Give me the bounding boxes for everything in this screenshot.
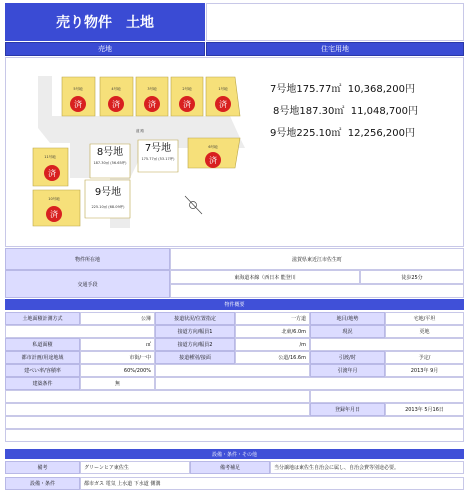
property-category xyxy=(5,42,205,56)
price-row-7 xyxy=(270,80,415,95)
sold-text-lot-4: 済 xyxy=(112,100,120,109)
coverage-value: 60%/200% xyxy=(80,364,155,377)
price-value-7: 10,368,200円 xyxy=(347,84,415,95)
lot-label-2: 2号地 xyxy=(182,87,192,91)
handover-label: 引渡/时 xyxy=(310,351,385,364)
equip-label: 設備・条件 xyxy=(5,477,80,490)
price-row-9 xyxy=(270,124,415,139)
equip-value: 都市ガス 電気 上水道 下水道 側溝 xyxy=(80,477,464,490)
coverage-label: 建ぺい率/容積率 xyxy=(5,364,80,377)
status-value: 更地 xyxy=(385,325,464,338)
land-measure-label: 土地面積計測方式 xyxy=(5,312,80,325)
sold-text-lot-1: 済 xyxy=(219,100,227,109)
sold-text-lot-3: 済 xyxy=(148,100,156,109)
site-map xyxy=(30,68,250,233)
row7-blank xyxy=(5,390,310,403)
page-title-text: 売り物件 土地 xyxy=(56,15,154,31)
land-type-value: 宅地/平坦 xyxy=(385,312,464,325)
sold-text-lot-10: 済 xyxy=(50,210,58,219)
lot-area-8: 187.30㎡ (56.65坪) xyxy=(93,161,127,165)
handover-date-label: 引渡年月 xyxy=(310,364,385,377)
road-status-label: 接道状況/位置指定 xyxy=(155,312,235,325)
use-zone xyxy=(206,42,464,56)
header-blank xyxy=(206,3,464,41)
note-label: 備考 xyxy=(5,461,80,474)
lot-label-11: 11号地 xyxy=(44,155,56,159)
build-cond-label: 建築条件 xyxy=(5,377,80,390)
road-dir1-value: 北東/6.0m xyxy=(235,325,310,338)
sold-text-lot-11: 済 xyxy=(48,169,56,178)
road-status-value: 一方道 xyxy=(235,312,310,325)
lot-label-4: 4号地 xyxy=(111,87,121,91)
lot-big-label-9: 9号地 xyxy=(94,187,122,198)
private-road-value: ㎡ xyxy=(80,338,155,351)
transport-label: 交通手段 xyxy=(5,270,170,298)
price-lot-8: 8号地187.30㎡ xyxy=(273,106,345,117)
sold-text-lot-6: 済 xyxy=(209,156,217,165)
use-zone-text: 住宅用地 xyxy=(321,45,349,53)
land-measure-value: 公簿 xyxy=(80,312,155,325)
status-label: 現況 xyxy=(310,325,385,338)
transport-line: 東海道本線（西日本 能登川 xyxy=(170,270,360,284)
transport-walk: 徒歩25分 xyxy=(360,270,464,284)
transport-blank xyxy=(170,284,464,298)
road-dir1-label: 接道方向/幅員1 xyxy=(155,325,235,338)
row8-blank xyxy=(5,403,310,416)
lot-label-1: 1号地 xyxy=(218,87,228,91)
private-road-label: 私道面積 xyxy=(5,338,80,351)
lot-label-3: 3号地 xyxy=(147,87,157,91)
row3-blank xyxy=(310,338,464,351)
price-row-8 xyxy=(273,102,418,117)
lot-area-7: 175.77㎡ (53.17坪) xyxy=(141,157,175,161)
city-plan-value: 市街/一中 xyxy=(80,351,155,364)
supp-label: 備考補足 xyxy=(190,461,270,474)
overview-title: 物件概要 xyxy=(5,299,464,310)
row6-blank xyxy=(155,377,464,390)
row9-blank xyxy=(5,416,464,429)
lot-9 xyxy=(85,180,130,218)
lot-label-6: 6号地 xyxy=(208,145,218,149)
road-type-value: 公道/16.6m xyxy=(235,351,310,364)
price-value-9: 12,256,200円 xyxy=(347,128,415,139)
build-cond-value: 無 xyxy=(80,377,155,390)
note-value: グリーンヒア東佐生 xyxy=(80,461,190,474)
land-type-label: 地目/地勢 xyxy=(310,312,385,325)
handover-value: 予定/ xyxy=(385,351,464,364)
lot-area-9: 225.10㎡ (68.09坪) xyxy=(91,205,125,209)
location-value: 滋賀県東近江市佐生町 xyxy=(170,248,464,270)
property-category-text: 売地 xyxy=(98,45,112,53)
row10-blank xyxy=(5,429,464,442)
road-dir2-label: 接道方向/幅員2 xyxy=(155,338,235,351)
location-label: 物件所在地 xyxy=(5,248,170,270)
row7-right-blank xyxy=(310,390,464,403)
lot-big-label-7: 7号地 xyxy=(144,143,172,154)
reg-date-label: 登録年月日 xyxy=(310,403,385,416)
price-lot-7: 7号地175.77㎡ xyxy=(270,84,342,95)
road-label: 道 路 xyxy=(135,129,145,133)
handover-date-value: 2013年 9月 xyxy=(385,364,464,377)
lot-label-5: 5号地 xyxy=(73,87,83,91)
price-lot-9: 9号地225.10㎡ xyxy=(270,128,342,139)
lot-big-label-8: 8号地 xyxy=(96,147,124,158)
facilities-title: 設備・条件・その他 xyxy=(5,449,464,459)
sold-text-lot-5: 済 xyxy=(74,100,82,109)
supp-value: 当分譲地は東佐生自治会に属し、自治会費等別途必要。 xyxy=(270,461,464,474)
row5-blank xyxy=(155,364,310,377)
road-dir2-value: /m xyxy=(235,338,310,351)
sold-text-lot-2: 済 xyxy=(183,100,191,109)
reg-date-value: 2013年 5月16日 xyxy=(385,403,464,416)
price-value-8: 11,048,700円 xyxy=(350,106,418,117)
page-title xyxy=(5,3,205,41)
road-type-label: 接道種別/接面 xyxy=(155,351,235,364)
row2-blank-a xyxy=(5,325,155,338)
lot-label-10: 10号地 xyxy=(48,197,60,201)
city-plan-label: 都市計画/用途地域 xyxy=(5,351,80,364)
